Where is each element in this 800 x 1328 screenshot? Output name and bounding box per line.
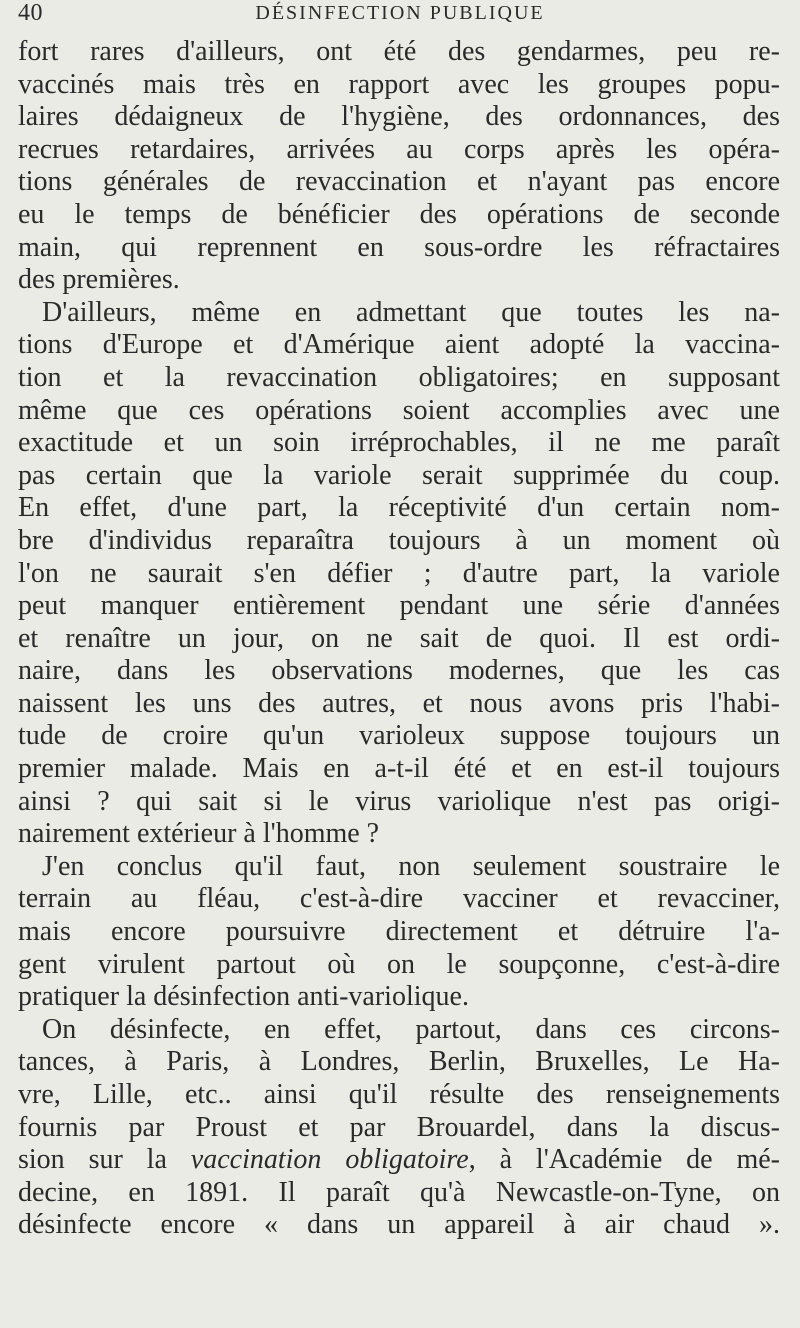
text-line: On désinfecte, en effet, partout, dans ces circons- [42,1013,780,1045]
text-line [18,1144,780,1177]
text-line: tions d'Europe et d'Amérique aient adopté la vaccina- [18,329,780,361]
text-line: désinfecte encore « dans un appareil à air chaud ». [18,1209,780,1241]
text-line: même que ces opérations soient accomplies avec une [18,394,780,426]
text-line: peut manquer entièrement pendant une série d'années [18,590,780,622]
text-line: En effet, d'une part, la réceptivité d'un certain nom- [18,492,780,524]
text-line: tion et la revaccination obligatoires; en supposant [18,361,780,393]
text-line: recrues retardaires, arrivées au corps après les opéra- [18,133,780,165]
text-line: exactitude et un soin irréprochables, il ne me paraît [18,427,780,459]
running-head: DÉSINFECTION PUBLIQUE [255,2,545,24]
body-text [18,36,780,1242]
text-line: premier malade. Mais en a-t-il été et en est-il toujours [18,753,780,785]
text-line: et renaître un jour, on ne sait de quoi. Il est ordi- [18,622,780,654]
text-line: naire, dans les observations modernes, que les cas [18,655,780,687]
text-line: naissent les uns des autres, et nous avons pris l'habi- [18,687,780,719]
text-line: fort rares d'ailleurs, ont été des gendarmes, peu re- [18,36,780,67]
text-line: des premières. [18,264,180,296]
text-line: bre d'individus reparaîtra toujours à un moment où [18,524,780,556]
text-segment: sion sur la [18,1144,191,1176]
text-line: gent virulent partout où on le soupçonne, c'est-à-dire [18,948,780,980]
text-line: mais encore poursuivre directement et détruire l'a- [18,916,780,948]
text-line: l'on ne saurait s'en défier ; d'autre part, la variole [18,557,780,589]
text-line: nairement extérieur à l'homme ? [18,818,380,850]
text-line: laires dédaigneux de l'hygiène, des ordonnances, des [18,101,780,133]
text-line: fournis par Proust et par Brouardel, dans la discus- [18,1111,780,1143]
text-line: pas certain que la variole serait supprimée du coup. [18,459,780,491]
text-line: pratiquer la désinfection anti-variolique. [18,981,469,1013]
page-header [0,0,800,30]
page-number: 40 [18,0,43,26]
text-line: D'ailleurs, même en admettant que toutes les na- [42,296,780,328]
text-line: vaccinés mais très en rapport avec les groupes popu- [18,68,780,100]
text-line: eu le temps de bénéficier des opérations de seconde [18,198,780,230]
text-line: main, qui reprennent en sous-ordre les réfractaires [18,231,780,263]
text-line: ainsi ? qui sait si le virus variolique n'est pas origi- [18,785,780,817]
text-line: tions générales de revaccination et n'ayant pas encore [18,166,780,198]
text-line: terrain au fléau, c'est-à-dire vacciner et revacciner, [18,883,780,915]
text-segment: , à l'Académie de mé- [468,1144,780,1176]
text-line: tances, à Paris, à Londres, Berlin, Bruxelles, Le Ha- [18,1046,780,1078]
italic-term: vaccination obligatoire [190,1144,469,1176]
text-line: decine, en 1891. Il paraît qu'à Newcastle-on-Tyne, on [18,1176,780,1208]
text-line: tude de croire qu'un varioleux suppose toujours un [18,720,780,752]
text-line: vre, Lille, etc.. ainsi qu'il résulte des renseignements [18,1079,780,1110]
text-line: J'en conclus qu'il faut, non seulement soustraire le [42,850,780,882]
